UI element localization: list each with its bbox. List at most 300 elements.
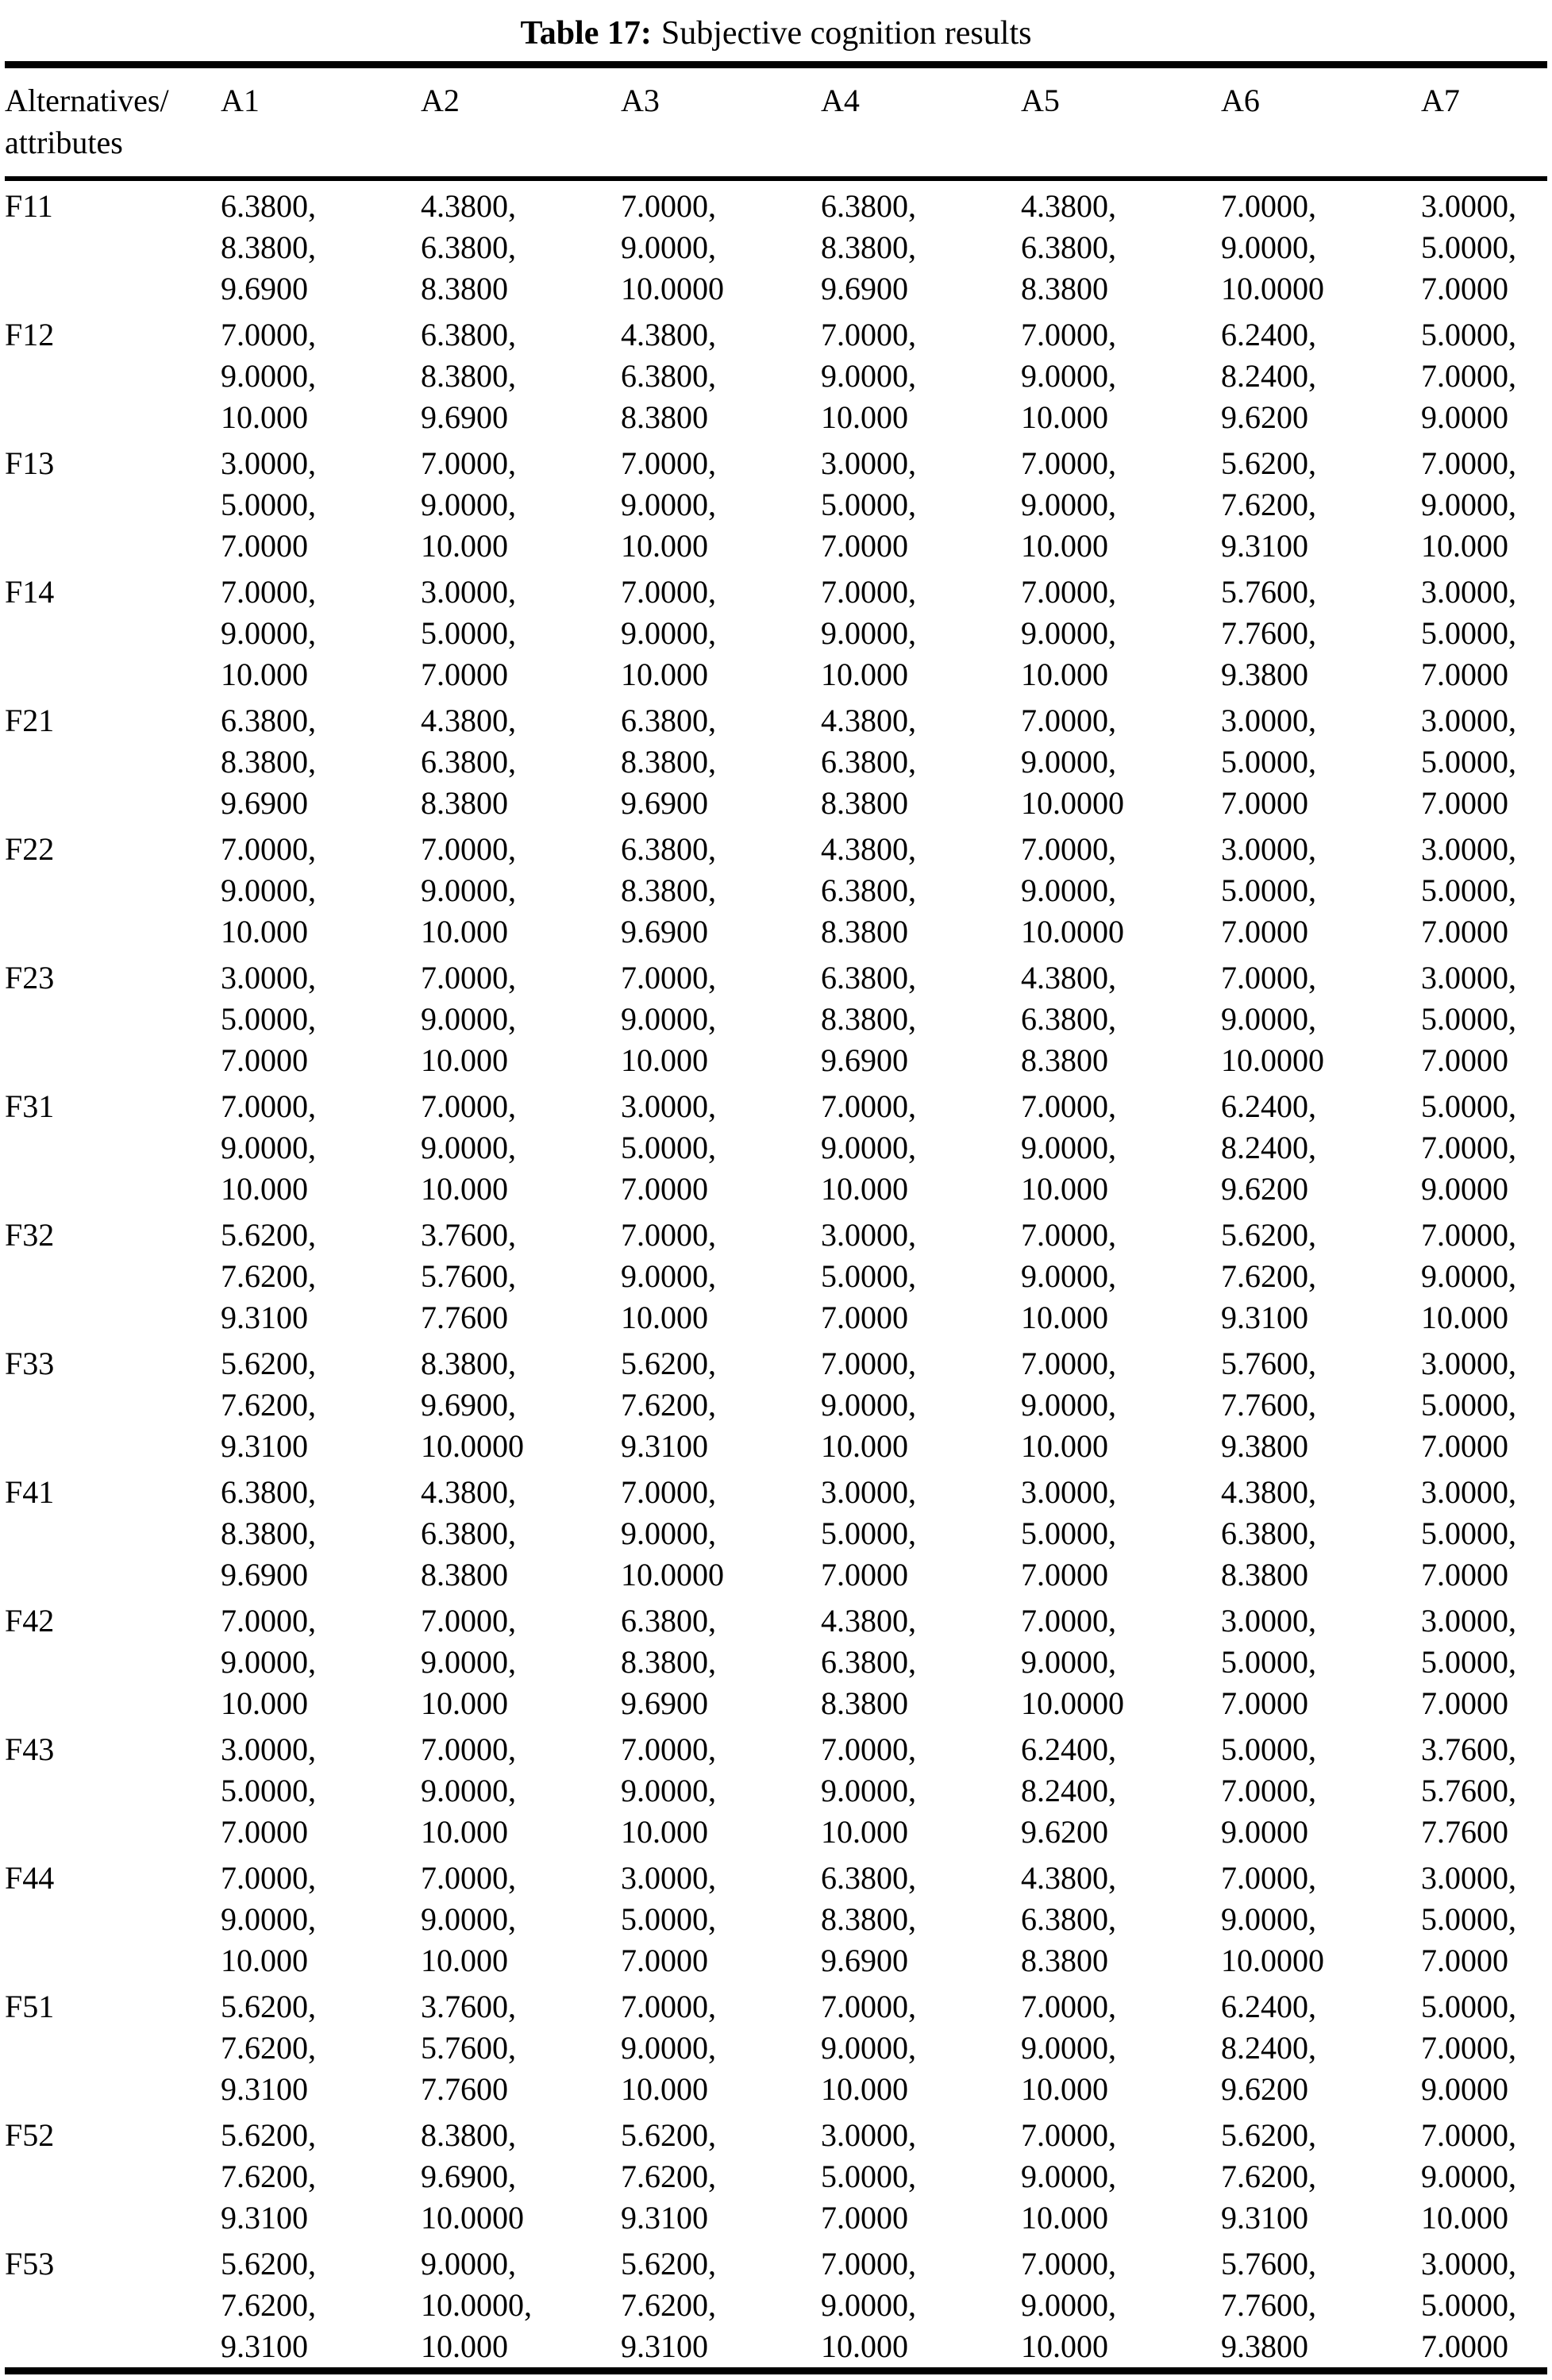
cell-value-line: 8.3800	[421, 785, 508, 821]
cell-value-line: 4.3800,	[821, 831, 916, 867]
row-label: F32	[5, 1217, 55, 1253]
row-label: F14	[5, 574, 55, 610]
cell-value-line: 9.0000,	[1021, 487, 1116, 522]
cell-value-line: 5.0000,	[821, 1258, 916, 1294]
cell-value-line: 7.0000,	[1221, 1860, 1316, 1896]
cell-value-line: 5.7600,	[1221, 574, 1316, 610]
cell-F21-A4	[821, 695, 1021, 824]
cell-value-line: 5.6200,	[1221, 2117, 1316, 2153]
cell-value-line: 10.000	[621, 1300, 708, 1335]
cell-F43-A1	[221, 1724, 421, 1853]
cell-value-line: 9.6200	[1221, 399, 1308, 435]
cell-value-line: 10.000	[1021, 2328, 1108, 2364]
cell-value-line: 7.7600,	[1221, 615, 1316, 651]
cell-value-line: 9.3100	[221, 1428, 308, 1464]
cell-value-line: 10.000	[1421, 1300, 1508, 1335]
cell-value-line: 5.0000,	[1421, 1901, 1516, 1937]
cell-F53-A1	[221, 2239, 421, 2371]
cell-value-line: 10.0000	[1021, 914, 1124, 949]
cell-value-line: 7.0000,	[621, 188, 716, 224]
cell-value-line: 6.2400,	[1221, 317, 1316, 352]
cell-value-line: 9.0000,	[1221, 1901, 1316, 1937]
cell-value-line: 7.7600	[421, 2071, 508, 2107]
cell-value-line: 9.0000,	[1021, 1258, 1116, 1294]
cell-value-line: 6.3800,	[621, 358, 716, 394]
cell-value-line: 3.0000,	[1421, 1603, 1516, 1639]
cell-F22-A4	[821, 824, 1021, 953]
cell-value-line: 7.0000,	[821, 317, 916, 352]
cell-value-line: 5.6200,	[221, 1217, 316, 1253]
cell-F41-A7	[1421, 1467, 1547, 1596]
cell-value-line: 9.0000,	[221, 615, 316, 651]
cell-value-line: 7.0000,	[221, 1603, 316, 1639]
cell-F11-A6	[1221, 179, 1421, 310]
header-row	[5, 65, 1547, 179]
cell-value-line: 9.6900	[221, 785, 308, 821]
cell-value-line: 10.000	[1021, 528, 1108, 564]
cell-value-line: 7.0000,	[621, 445, 716, 481]
cell-F42-A2	[421, 1596, 621, 1724]
cell-value-line: 4.3800,	[1021, 1860, 1116, 1896]
cell-F43-A5	[1021, 1724, 1221, 1853]
cell-value-line: 8.3800	[421, 1557, 508, 1592]
cell-value-line: 9.0000,	[1021, 2030, 1116, 2066]
cell-F23-A5	[1021, 953, 1221, 1081]
cell-value-line: 7.0000,	[821, 1088, 916, 1124]
cell-F13-A5	[1021, 438, 1221, 567]
cell-F31-A2	[421, 1081, 621, 1210]
cell-value-line: 7.0000,	[1021, 445, 1116, 481]
cell-value-line: 3.0000,	[1221, 1603, 1316, 1639]
header-alternatives-attributes	[5, 65, 221, 179]
cell-value-line: 5.6200,	[221, 2246, 316, 2282]
cell-value-line: 9.0000,	[1021, 1387, 1116, 1423]
cell-F21-A7	[1421, 695, 1547, 824]
cell-value-line: 8.3800	[421, 271, 508, 306]
cell-value-line: 10.000	[1021, 1300, 1108, 1335]
cell-F23-A6	[1221, 953, 1421, 1081]
cell-value-line: 3.0000,	[1421, 1474, 1516, 1510]
cell-value-line: 7.0000	[221, 528, 308, 564]
cell-value-line: 7.0000,	[1221, 1773, 1316, 1808]
cell-value-line: 9.6900	[821, 271, 908, 306]
cell-value-line: 7.0000,	[421, 1088, 516, 1124]
cell-value-line: 7.0000	[1421, 2328, 1508, 2364]
cell-value-line: 5.0000,	[1221, 744, 1316, 780]
cell-F33-A2	[421, 1338, 621, 1467]
cell-value-line: 5.6200,	[621, 1346, 716, 1381]
cell-F33-A3	[621, 1338, 821, 1467]
table-row	[5, 824, 1547, 953]
row-label: F12	[5, 317, 55, 352]
cell-F42-A6	[1221, 1596, 1421, 1724]
cell-F13-A4	[821, 438, 1021, 567]
cell-value-line: 9.3100	[621, 2200, 708, 2236]
cell-value-line: 10.000	[821, 2328, 908, 2364]
cell-value-line: 10.0000	[621, 1557, 724, 1592]
cell-F13-A3	[621, 438, 821, 567]
cell-value-line: 9.0000,	[421, 1773, 516, 1808]
cell-value-line: 8.3800	[821, 1685, 908, 1721]
cell-value-line: 5.0000,	[821, 2159, 916, 2194]
cell-value-line: 3.0000,	[821, 2117, 916, 2153]
cell-value-line: 10.0000,	[421, 2287, 532, 2323]
cell-value-line: 6.3800,	[821, 872, 916, 908]
cell-value-line: 8.3800,	[821, 229, 916, 265]
cell-value-line: 7.6200,	[1221, 2159, 1316, 2194]
cell-value-line: 9.6900	[221, 1557, 308, 1592]
cell-value-line: 9.6900	[221, 271, 308, 306]
cell-value-line: 8.3800	[1221, 1557, 1308, 1592]
cell-F13-A2	[421, 438, 621, 567]
cell-value-line: 10.000	[221, 399, 308, 435]
cell-value-line: 9.0000,	[421, 487, 516, 522]
cell-value-line: 10.000	[1021, 2071, 1108, 2107]
cell-value-line: 7.7600	[421, 1300, 508, 1335]
cell-value-line: 10.000	[421, 914, 508, 949]
cell-F33-A4	[821, 1338, 1021, 1467]
cell-value-line: 3.7600,	[1421, 1731, 1516, 1767]
cell-value-line: 5.6200,	[1221, 445, 1316, 481]
cell-value-line: 9.0000,	[421, 1644, 516, 1680]
cell-value-line: 4.3800,	[421, 188, 516, 224]
cell-value-line: 9.3100	[621, 1428, 708, 1464]
cell-F44-A5	[1021, 1853, 1221, 1981]
cell-value-line: 7.7600	[1421, 1814, 1508, 1850]
cell-F42-A1	[221, 1596, 421, 1724]
cell-F52-A2	[421, 2110, 621, 2239]
cell-value-line: 7.0000,	[221, 1860, 316, 1896]
caption-text: Subjective cognition results	[660, 15, 1032, 52]
row-label: F11	[5, 188, 53, 224]
header-col-a7: A7	[1421, 65, 1547, 179]
row-label: F22	[5, 831, 55, 867]
cell-value-line: 8.3800,	[421, 1346, 516, 1381]
cell-value-line: 5.0000,	[221, 1773, 316, 1808]
cell-value-line: 7.0000,	[1021, 1346, 1116, 1381]
cell-F41-A2	[421, 1467, 621, 1596]
cell-value-line: 9.0000,	[621, 229, 716, 265]
cell-F43-A4	[821, 1724, 1021, 1853]
row-label: F23	[5, 960, 55, 996]
cell-value-line: 4.3800,	[1021, 960, 1116, 996]
row-label: F51	[5, 1989, 55, 2024]
cell-value-line: 9.0000,	[1221, 1001, 1316, 1037]
cell-value-line: 10.000	[221, 914, 308, 949]
cell-F31-A1	[221, 1081, 421, 1210]
cell-F51-A2	[421, 1981, 621, 2110]
cell-value-line: 9.0000,	[621, 487, 716, 522]
cell-value-line: 8.3800,	[821, 1001, 916, 1037]
cell-value-line: 10.000	[821, 2071, 908, 2107]
cell-F12-A4	[821, 310, 1021, 438]
cell-F12-A3	[621, 310, 821, 438]
cell-value-line: 9.0000,	[621, 1773, 716, 1808]
cell-value-line: 7.0000,	[1021, 703, 1116, 738]
cell-value-line: 9.0000,	[221, 872, 316, 908]
cell-value-line: 10.000	[421, 1042, 508, 1078]
cell-value-line: 9.0000,	[1021, 2287, 1116, 2323]
cell-value-line: 9.0000	[1421, 2071, 1508, 2107]
cell-value-line: 3.0000,	[621, 1088, 716, 1124]
cell-F14-A7	[1421, 567, 1547, 695]
cell-F53-A4	[821, 2239, 1021, 2371]
cell-value-line: 5.0000,	[1421, 744, 1516, 780]
cell-value-line: 7.0000,	[1021, 2246, 1116, 2282]
cell-value-line: 3.0000,	[1421, 831, 1516, 867]
cell-value-line: 7.0000	[221, 1814, 308, 1850]
cell-value-line: 10.0000	[1021, 1685, 1124, 1721]
cell-value-line: 7.6200,	[221, 2159, 316, 2194]
cell-value-line: 6.2400,	[1221, 1989, 1316, 2024]
cell-value-line: 9.6900	[821, 1042, 908, 1078]
cell-value-line: 9.3100	[1221, 1300, 1308, 1335]
cell-value-line: 10.000	[621, 528, 708, 564]
cell-value-line: 10.000	[421, 1685, 508, 1721]
cell-value-line: 9.3800	[1221, 657, 1308, 692]
cell-value-line: 9.3100	[221, 2200, 308, 2236]
cell-F52-A5	[1021, 2110, 1221, 2239]
cell-value-line: 9.0000,	[1021, 358, 1116, 394]
cell-value-line: 7.0000	[621, 1171, 708, 1207]
cell-value-line: 6.3800,	[1021, 1001, 1116, 1037]
cell-value-line: 5.6200,	[221, 2117, 316, 2153]
cell-value-line: 10.000	[821, 1171, 908, 1207]
cell-value-line: 3.0000,	[1221, 831, 1316, 867]
cell-value-line: 10.0000	[1221, 1042, 1324, 1078]
cell-value-line: 9.0000	[1421, 1171, 1508, 1207]
cell-value-line: 7.0000	[821, 1300, 908, 1335]
cell-value-line: 7.0000,	[1421, 2117, 1516, 2153]
cell-value-line: 9.0000,	[621, 1001, 716, 1037]
cell-value-line: 9.0000	[1421, 399, 1508, 435]
cell-value-line: 7.0000	[1421, 657, 1508, 692]
cell-F33-A1	[221, 1338, 421, 1467]
cell-F52-A3	[621, 2110, 821, 2239]
header-col-a6: A6	[1221, 65, 1421, 179]
row-label: F53	[5, 2246, 55, 2282]
cell-value-line: 6.3800,	[221, 1474, 316, 1510]
cell-value-line: 8.2400,	[1221, 1130, 1316, 1165]
cell-F21-A5	[1021, 695, 1221, 824]
cell-value-line: 9.0000,	[421, 872, 516, 908]
cell-value-line: 9.0000,	[621, 1258, 716, 1294]
cell-value-line: 7.0000	[1221, 914, 1308, 949]
row-label: F52	[5, 2117, 55, 2153]
cell-value-line: 9.0000,	[821, 615, 916, 651]
cell-value-line: 5.0000,	[221, 1001, 316, 1037]
cell-value-line: 6.3800,	[821, 188, 916, 224]
cell-value-line: 10.000	[621, 2071, 708, 2107]
cell-value-line: 9.0000,	[821, 1130, 916, 1165]
header-col-a3: A3	[621, 65, 821, 179]
cell-value-line: 8.3800,	[821, 1901, 916, 1937]
cell-value-line: 7.0000	[1421, 1042, 1508, 1078]
cell-value-line: 10.000	[221, 1171, 308, 1207]
cell-F44-A7	[1421, 1853, 1547, 1981]
cell-value-line: 9.0000,	[621, 1515, 716, 1551]
cell-value-line: 7.0000,	[821, 1731, 916, 1767]
cell-value-line: 3.0000,	[1421, 960, 1516, 996]
table-row	[5, 2110, 1547, 2239]
cell-F12-A1	[221, 310, 421, 438]
cell-value-line: 3.0000,	[1421, 2246, 1516, 2282]
cell-value-line: 9.0000,	[1421, 487, 1516, 522]
cell-value-line: 3.0000,	[821, 1474, 916, 1510]
cell-value-line: 7.0000,	[1021, 317, 1116, 352]
cell-value-line: 7.0000,	[421, 1860, 516, 1896]
row-label: F13	[5, 445, 55, 481]
cell-F41-A1	[221, 1467, 421, 1596]
cell-value-line: 7.0000,	[1421, 1130, 1516, 1165]
cell-value-line: 7.0000,	[1421, 2030, 1516, 2066]
cell-value-line: 7.0000,	[1021, 1603, 1116, 1639]
cell-value-line: 9.0000,	[221, 358, 316, 394]
table-row	[5, 1724, 1547, 1853]
cell-value-line: 7.0000	[1421, 271, 1508, 306]
table-row	[5, 310, 1547, 438]
cell-value-line: 10.000	[421, 528, 508, 564]
cell-value-line: 7.0000	[1421, 1685, 1508, 1721]
cell-F13-A6	[1221, 438, 1421, 567]
cell-value-line: 5.6200,	[1221, 1217, 1316, 1253]
cell-F23-A2	[421, 953, 621, 1081]
cell-value-line: 7.0000,	[221, 317, 316, 352]
cell-value-line: 10.000	[221, 1943, 308, 1978]
cell-value-line: 8.2400,	[1221, 358, 1316, 394]
cell-F51-A6	[1221, 1981, 1421, 2110]
caption-label: Table 17:	[520, 15, 652, 52]
cell-value-line: 6.3800,	[621, 703, 716, 738]
cell-F11-A5	[1021, 179, 1221, 310]
cell-value-line: 6.3800,	[421, 317, 516, 352]
cell-value-line: 9.6900	[621, 1685, 708, 1721]
cell-value-line: 10.000	[1021, 399, 1108, 435]
cell-value-line: 8.3800	[821, 914, 908, 949]
cell-value-line: 7.0000,	[621, 574, 716, 610]
cell-F22-A3	[621, 824, 821, 953]
header-col-a5: A5	[1021, 65, 1221, 179]
cell-value-line: 5.0000,	[621, 1901, 716, 1937]
cell-value-line: 6.3800,	[821, 1860, 916, 1896]
cell-value-line: 7.6200,	[1221, 487, 1316, 522]
table-row	[5, 953, 1547, 1081]
cell-value-line: 8.3800	[1021, 271, 1108, 306]
cell-value-line: 7.0000	[621, 1943, 708, 1978]
cell-value-line: 5.0000,	[621, 1130, 716, 1165]
cell-F22-A2	[421, 824, 621, 953]
cell-F21-A3	[621, 695, 821, 824]
cell-value-line: 3.0000,	[221, 445, 316, 481]
cell-value-line: 5.0000,	[421, 615, 516, 651]
cell-value-line: 10.0000	[421, 2200, 524, 2236]
cell-value-line: 7.0000	[821, 528, 908, 564]
cell-value-line: 7.0000	[1421, 914, 1508, 949]
cell-value-line: 9.0000,	[421, 1001, 516, 1037]
cell-value-line: 7.0000,	[1021, 1088, 1116, 1124]
cell-value-line: 10.000	[821, 399, 908, 435]
cell-value-line: 9.6900	[421, 399, 508, 435]
cell-F43-A2	[421, 1724, 621, 1853]
header-col-a1: A1	[221, 65, 421, 179]
cell-value-line: 5.0000,	[821, 487, 916, 522]
cell-value-line: 8.2400,	[1221, 2030, 1316, 2066]
row-label: F31	[5, 1088, 55, 1124]
cell-value-line: 9.3100	[221, 1300, 308, 1335]
table-row	[5, 567, 1547, 695]
cell-value-line: 7.0000	[821, 1557, 908, 1592]
cell-value-line: 3.0000,	[1421, 188, 1516, 224]
table-row	[5, 1596, 1547, 1724]
cell-value-line: 3.0000,	[221, 1731, 316, 1767]
cell-value-line: 5.6200,	[221, 1346, 316, 1381]
cell-value-line: 3.0000,	[221, 960, 316, 996]
cell-value-line: 9.0000,	[1021, 744, 1116, 780]
cell-value-line: 4.3800,	[821, 1603, 916, 1639]
cell-value-line: 8.3800,	[421, 2117, 516, 2153]
cell-value-line: 3.0000,	[621, 1860, 716, 1896]
cell-value-line: 7.0000,	[621, 1731, 716, 1767]
cell-value-line: 5.7600,	[421, 2030, 516, 2066]
cell-value-line: 9.0000,	[221, 1901, 316, 1937]
cell-value-line: 9.6200	[1021, 1814, 1108, 1850]
cell-value-line: 9.0000,	[821, 2287, 916, 2323]
cell-value-line: 7.0000,	[221, 1088, 316, 1124]
cell-F22-A7	[1421, 824, 1547, 953]
cell-F51-A1	[221, 1981, 421, 2110]
cell-value-line: 9.6200	[1221, 2071, 1308, 2107]
cell-F32-A5	[1021, 1210, 1221, 1338]
cell-value-line: 10.000	[421, 1171, 508, 1207]
cell-F12-A6	[1221, 310, 1421, 438]
cell-F52-A6	[1221, 2110, 1421, 2239]
cell-F32-A2	[421, 1210, 621, 1338]
cell-value-line: 5.7600,	[1421, 1773, 1516, 1808]
cell-value-line: 10.0000	[1221, 1943, 1324, 1978]
cell-value-line: 4.3800,	[1021, 188, 1116, 224]
cell-value-line: 6.3800,	[821, 1644, 916, 1680]
cell-value-line: 8.3800,	[621, 1644, 716, 1680]
cell-F14-A3	[621, 567, 821, 695]
cell-F43-A3	[621, 1724, 821, 1853]
cell-value-line: 10.000	[621, 657, 708, 692]
cell-value-line: 4.3800,	[421, 703, 516, 738]
table-row	[5, 1981, 1547, 2110]
table-caption	[5, 0, 1547, 61]
cell-value-line: 8.3800,	[621, 872, 716, 908]
cell-F41-A3	[621, 1467, 821, 1596]
cell-value-line: 10.0000	[1021, 785, 1124, 821]
cell-F22-A6	[1221, 824, 1421, 953]
cell-value-line: 3.0000,	[1421, 574, 1516, 610]
cell-value-line: 7.6200,	[221, 2030, 316, 2066]
cell-value-line: 5.0000,	[1221, 872, 1316, 908]
cell-value-line: 9.3800	[1221, 2328, 1308, 2364]
table-row	[5, 179, 1547, 310]
cell-F41-A4	[821, 1467, 1021, 1596]
cell-value-line: 7.0000	[221, 1042, 308, 1078]
cell-value-line: 6.3800,	[421, 1515, 516, 1551]
cell-value-line: 5.0000,	[1221, 1731, 1316, 1767]
cell-value-line: 7.0000,	[821, 1346, 916, 1381]
cell-value-line: 5.0000,	[1421, 1387, 1516, 1423]
cell-value-line: 3.0000,	[1421, 1860, 1516, 1896]
cell-value-line: 10.0000	[621, 271, 724, 306]
cell-value-line: 5.0000,	[221, 487, 316, 522]
cell-value-line: 3.0000,	[1221, 703, 1316, 738]
cell-value-line: 6.3800,	[621, 1603, 716, 1639]
cell-value-line: 7.0000,	[1221, 188, 1316, 224]
